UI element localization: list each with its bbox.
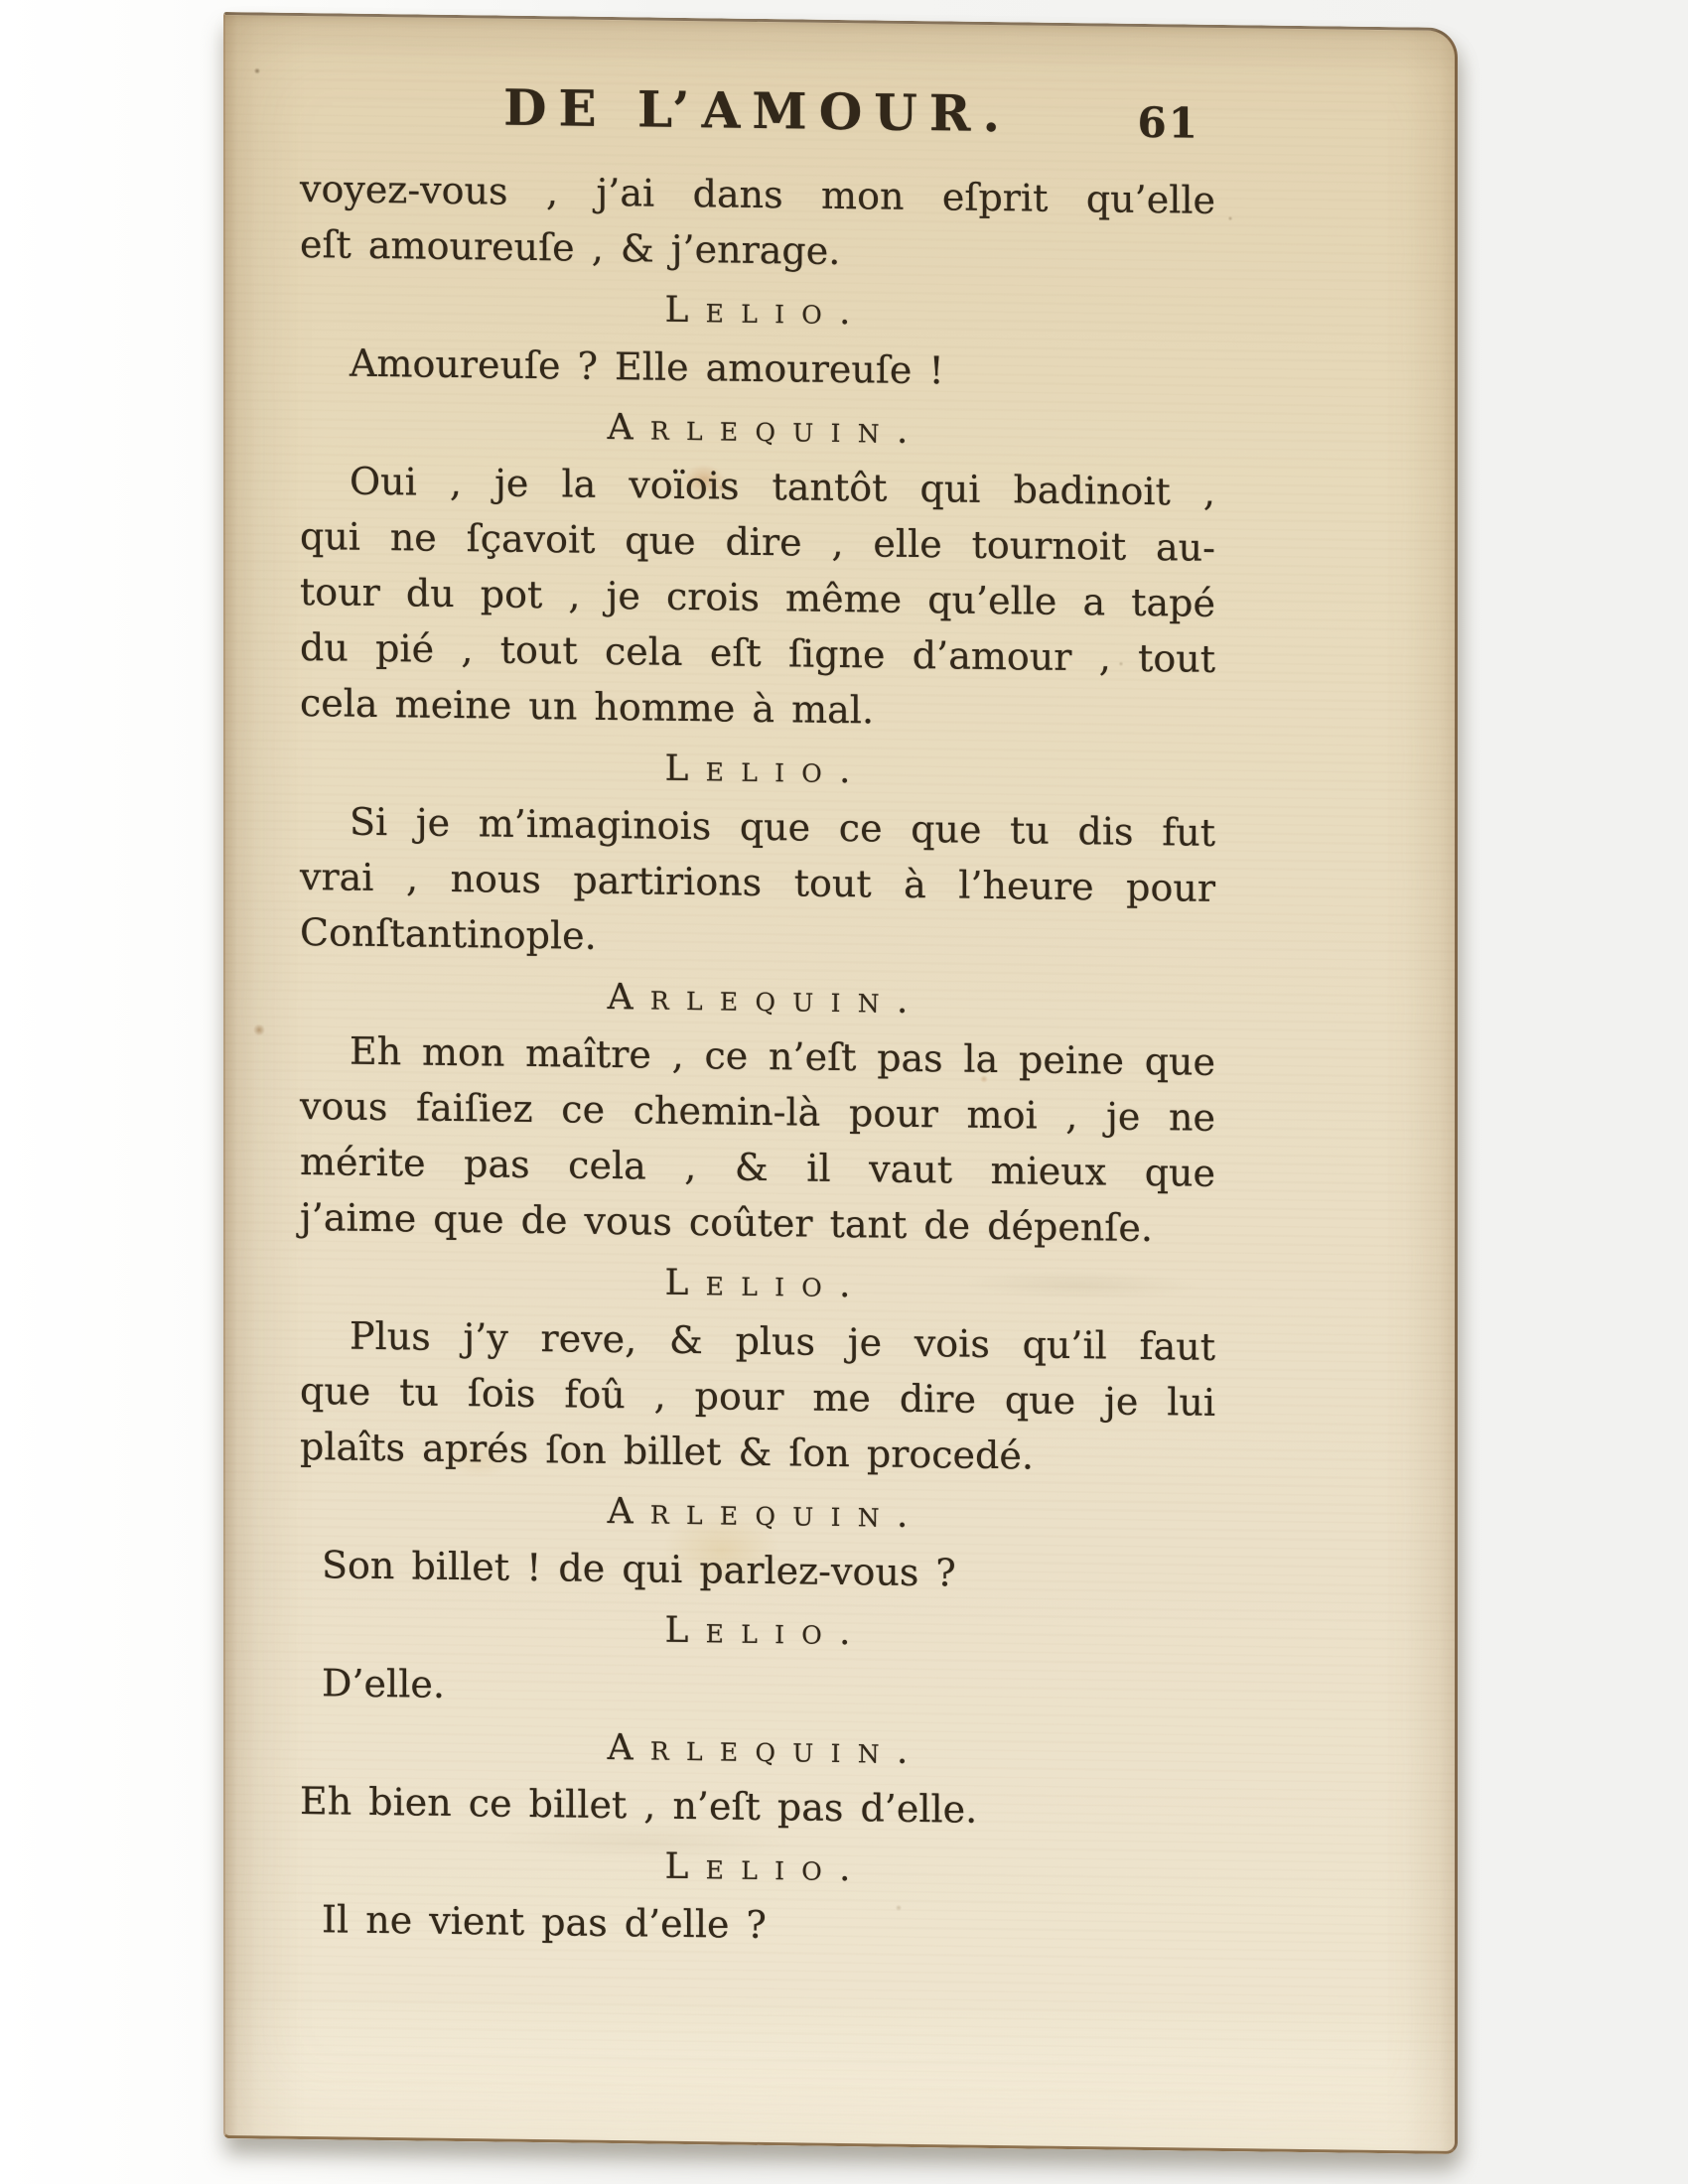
- speaker-heading: Arlequin.: [607, 976, 925, 1023]
- text-line: Amoureuſe ? Elle amoureuſe !: [350, 341, 944, 393]
- text-line: du pié , tout cela eſt ſigne d’amour , tout: [300, 624, 1215, 681]
- speech-paragraph: [300, 161, 1215, 284]
- text-line: Eh mon maître , ce n’eſt pas la peine que: [350, 1028, 1215, 1084]
- text-line: cela meine un homme à mal.: [300, 680, 875, 733]
- text-line: D’elle.: [322, 1661, 445, 1706]
- speaker-heading: Lelio.: [664, 1262, 868, 1306]
- text-line: Il ne vient pas d’elle ?: [322, 1897, 767, 1948]
- speaker-heading: Arlequin.: [607, 1490, 925, 1537]
- speaker-heading: Arlequin.: [607, 1726, 925, 1773]
- text-line: voyez-vous , j’ai dans mon eſprit qu’elle: [300, 166, 1215, 222]
- speaker-heading: Lelio.: [664, 1609, 868, 1654]
- text-line: Eh bien ce billet , n’eſt pas d’elle.: [300, 1778, 978, 1832]
- text-line: qui ne ſçavoit que dire , elle tournoit au-: [300, 513, 1215, 570]
- speaker-heading: Arlequin.: [607, 406, 925, 453]
- speech-paragraph: [300, 1307, 1215, 1486]
- speech-paragraph: [300, 1537, 1215, 1604]
- page-content: [300, 75, 1215, 1961]
- running-title: DE L’AMOUR.: [503, 77, 1012, 144]
- speaker-heading: Lelio.: [664, 289, 868, 334]
- text-line: Conſtantinople.: [300, 909, 597, 958]
- text-line: eſt amoureuſe , & j’enrage.: [300, 221, 841, 274]
- page-number: 61: [1137, 97, 1199, 148]
- text-line: plaîts aprés ſon billet & ſon procedé.: [300, 1424, 1034, 1478]
- speech-paragraph: [300, 453, 1215, 743]
- speech-paragraph: [300, 1023, 1215, 1257]
- text-line: j’aime que de vous coûter tant de dépenſe.: [300, 1194, 1153, 1251]
- text-line: vrai , nous partirions tout à l’heure pour: [300, 854, 1215, 910]
- speech-paragraph: [300, 1773, 1215, 1841]
- speech-paragraph: [300, 1655, 1215, 1722]
- text-line: Son billet ! de qui parlez-vous ?: [322, 1543, 956, 1595]
- text-line: Si je m’imaginois que ce que tu dis fut: [350, 799, 1215, 855]
- text-line: que tu ſois foû , pour me dire que je lui: [300, 1368, 1215, 1425]
- speaker-heading: Lelio.: [664, 748, 868, 792]
- speech-paragraph: [300, 1891, 1215, 1959]
- text-line: Oui , je la voïois tantôt qui badinoit ,: [350, 459, 1215, 514]
- dialogue-text: [300, 161, 1215, 1959]
- text-line: tour du pot , je crois même qu’elle a tapé: [300, 569, 1215, 625]
- text-line: mérite pas cela , & il vaut mieux que: [300, 1139, 1215, 1195]
- speaker-heading: Lelio.: [664, 1845, 868, 1890]
- book-page: [223, 12, 1458, 2154]
- text-line: vous faiſiez ce chemin-là pour moi , je ne: [300, 1083, 1215, 1140]
- speech-paragraph: [300, 335, 1215, 402]
- text-line: Plus j’y reve, & plus je vois qu’il faut: [350, 1313, 1215, 1369]
- speech-paragraph: [300, 793, 1215, 972]
- page-header: [300, 75, 1215, 161]
